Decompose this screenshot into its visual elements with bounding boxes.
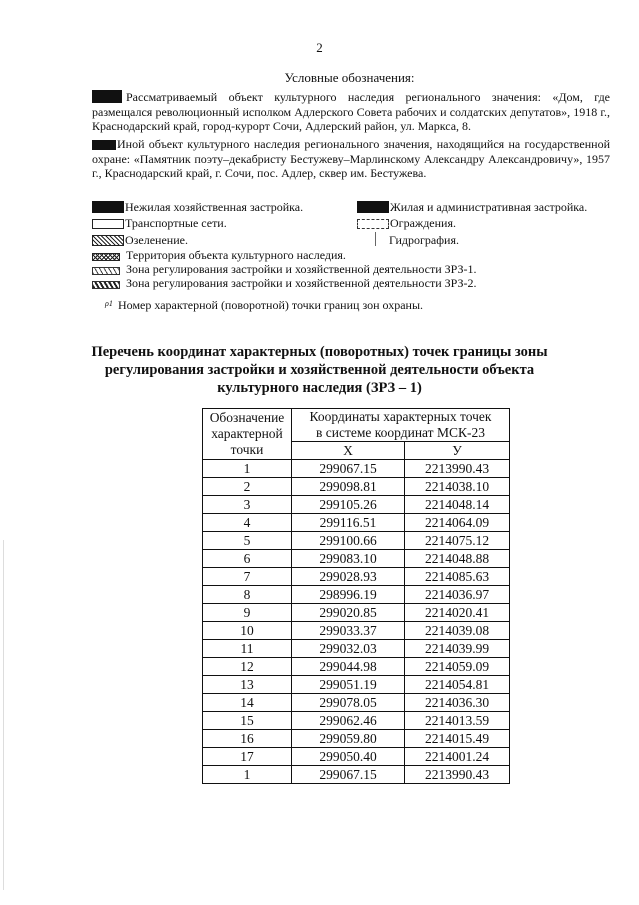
legend-point-number: [118, 298, 423, 312]
legend-residential: [357, 200, 587, 214]
legend-greenery-text: Озеленение.: [125, 233, 188, 247]
header-y: У: [405, 442, 510, 460]
legend-hydrography-text: Гидрография.: [389, 233, 459, 247]
table-row: [203, 478, 510, 496]
residential-swatch-icon: [357, 201, 389, 213]
x-coordinate-cell: 299078.05: [292, 694, 405, 712]
x-coordinate-cell: 299059.80: [292, 730, 405, 748]
y-coordinate-cell: 2214038.10: [405, 478, 510, 496]
table-row: [203, 550, 510, 568]
x-coordinate-cell: 299100.66: [292, 532, 405, 550]
table-row: [203, 658, 510, 676]
legend-fencing-text: Ограждения.: [390, 216, 456, 230]
header-x: X: [292, 442, 405, 460]
point-number-cell: 15: [203, 712, 292, 730]
point-number-cell: 17: [203, 748, 292, 766]
table-row: [203, 640, 510, 658]
legend-zrz2-text: Зона регулирования застройки и хозяйственной деятельности ЗРЗ-2.: [126, 276, 477, 290]
y-coordinate-cell: 2214036.30: [405, 694, 510, 712]
y-coordinate-cell: 2213990.43: [405, 460, 510, 478]
nonresidential-swatch-icon: [92, 201, 124, 213]
y-coordinate-cell: 2214039.99: [405, 640, 510, 658]
legend-transport-text: Транспортные сети.: [125, 216, 227, 230]
point-number-cell: 5: [203, 532, 292, 550]
heading-line-1: Перечень координат характерных (поворотных) точек границы зоны: [91, 344, 548, 360]
legend-nonresidential: [92, 200, 303, 214]
point-number-cell: 3: [203, 496, 292, 514]
zrz2-swatch-icon: [92, 281, 120, 289]
x-coordinate-cell: 299020.85: [292, 604, 405, 622]
heading-line-2: регулирования застройки и хозяйственной деятельности объекта: [104, 362, 535, 378]
x-coordinate-cell: 299098.81: [292, 478, 405, 496]
table-row: [203, 514, 510, 532]
legend-zrz1-text: Зона регулирования застройки и хозяйственной деятельности ЗРЗ-1.: [126, 262, 477, 276]
table-row: [203, 766, 510, 784]
table-row: [203, 586, 510, 604]
hydrography-swatch-icon: [357, 236, 389, 246]
header-point-designation: Обозначение характерной точки: [203, 409, 292, 460]
legend-zrz1: [92, 262, 476, 276]
y-coordinate-cell: 2214039.08: [405, 622, 510, 640]
transport-swatch-icon: [92, 219, 124, 229]
x-coordinate-cell: 299028.93: [292, 568, 405, 586]
legend-transport: [92, 216, 227, 230]
coordinates-table: [202, 408, 510, 784]
table-row: [203, 460, 510, 478]
x-coordinate-cell: 299083.10: [292, 550, 405, 568]
other-object-swatch-icon: [92, 140, 116, 150]
point-number-cell: 11: [203, 640, 292, 658]
header-coordinates: Координаты характерных точек в системе координат МСК-23: [292, 409, 510, 442]
legend-main-object-text: Рассматриваемый объект культурного наследия регионального значения: «Дом, где размещался революционный исполком Адлерского Совета рабочих и солдатских депутатов», 1918 г., Краснодарский край, город-курорт Сочи, Адлерский район, ул. Маркса, 8.: [92, 90, 610, 133]
point-number-cell: 8: [203, 586, 292, 604]
table-row: [203, 676, 510, 694]
y-coordinate-cell: 2214048.14: [405, 496, 510, 514]
y-coordinate-cell: 2214085.63: [405, 568, 510, 586]
legend-main-object: [92, 90, 610, 134]
x-coordinate-cell: 299032.03: [292, 640, 405, 658]
x-coordinate-cell: 299050.40: [292, 748, 405, 766]
x-coordinate-cell: 299044.98: [292, 658, 405, 676]
y-coordinate-cell: 2213990.43: [405, 766, 510, 784]
point-number-cell: 12: [203, 658, 292, 676]
table-row: [203, 496, 510, 514]
y-coordinate-cell: 2214020.41: [405, 604, 510, 622]
x-coordinate-cell: 299067.15: [292, 460, 405, 478]
y-coordinate-cell: 2214075.12: [405, 532, 510, 550]
x-coordinate-cell: 299067.15: [292, 766, 405, 784]
table-heading: [0, 343, 639, 397]
legend-residential-text: Жилая и административная застройка.: [390, 200, 588, 214]
legend-territory-text: Территория объекта культурного наследия.: [126, 248, 346, 262]
x-coordinate-cell: 299062.46: [292, 712, 405, 730]
point-number-cell: 14: [203, 694, 292, 712]
legend-nonresidential-text: Нежилая хозяйственная застройка.: [125, 200, 304, 214]
table-row: [203, 604, 510, 622]
x-coordinate-cell: 298996.19: [292, 586, 405, 604]
x-coordinate-cell: 299033.37: [292, 622, 405, 640]
y-coordinate-cell: 2214001.24: [405, 748, 510, 766]
point-number-cell: 7: [203, 568, 292, 586]
main-object-swatch-icon: [92, 90, 122, 103]
y-coordinate-cell: 2214059.09: [405, 658, 510, 676]
legend-greenery: [92, 233, 188, 247]
point-number-cell: 9: [203, 604, 292, 622]
legend-other-object: [92, 137, 610, 181]
y-coordinate-cell: 2214064.09: [405, 514, 510, 532]
x-coordinate-cell: 299116.51: [292, 514, 405, 532]
legend-territory: [92, 248, 346, 262]
x-coordinate-cell: 299051.19: [292, 676, 405, 694]
point-number-cell: 13: [203, 676, 292, 694]
y-coordinate-cell: 2214013.59: [405, 712, 510, 730]
margin-line: [3, 540, 4, 890]
table-row: [203, 748, 510, 766]
legend-point-number-text: Номер характерной (поворотной) точки границ зон охраны.: [118, 298, 424, 312]
point-number-cell: 6: [203, 550, 292, 568]
point-number-cell: 10: [203, 622, 292, 640]
legend-title: Условные обозначения:: [284, 70, 415, 85]
y-coordinate-cell: 2214036.97: [405, 586, 510, 604]
table-row: [203, 730, 510, 748]
zrz1-swatch-icon: [92, 267, 120, 275]
table-row: [203, 694, 510, 712]
table-row: [203, 568, 510, 586]
y-coordinate-cell: 2214015.49: [405, 730, 510, 748]
point-number-cell: 1: [203, 460, 292, 478]
coordinates-body: [203, 460, 510, 784]
heading-line-3: культурного наследия (ЗРЗ – 1): [217, 380, 422, 396]
table-row: [203, 622, 510, 640]
territory-swatch-icon: [92, 253, 120, 261]
point-number-cell: 2: [203, 478, 292, 496]
fencing-swatch-icon: [357, 219, 389, 229]
legend-fencing: [357, 216, 456, 230]
point-number-cell: 16: [203, 730, 292, 748]
greenery-swatch-icon: [92, 235, 124, 246]
point-number-symbol: ρ1: [105, 299, 113, 308]
x-coordinate-cell: 299105.26: [292, 496, 405, 514]
legend-hydrography: [357, 233, 459, 247]
legend-zrz2: [92, 276, 476, 290]
page-number: 2: [316, 40, 323, 55]
table-row: [203, 712, 510, 730]
legend-other-object-text: Иной объект культурного наследия регионального значения, находящийся на государственной охране: «Памятник поэту–декабристу Бестужеву–Марлинскому Александру Александровичу», 1957 г., Краснодарский край, г. Сочи, пос. Адлер, сквер им. Бестужева.: [92, 137, 610, 180]
y-coordinate-cell: 2214048.88: [405, 550, 510, 568]
table-row: [203, 532, 510, 550]
point-number-cell: 4: [203, 514, 292, 532]
point-number-cell: 1: [203, 766, 292, 784]
y-coordinate-cell: 2214054.81: [405, 676, 510, 694]
